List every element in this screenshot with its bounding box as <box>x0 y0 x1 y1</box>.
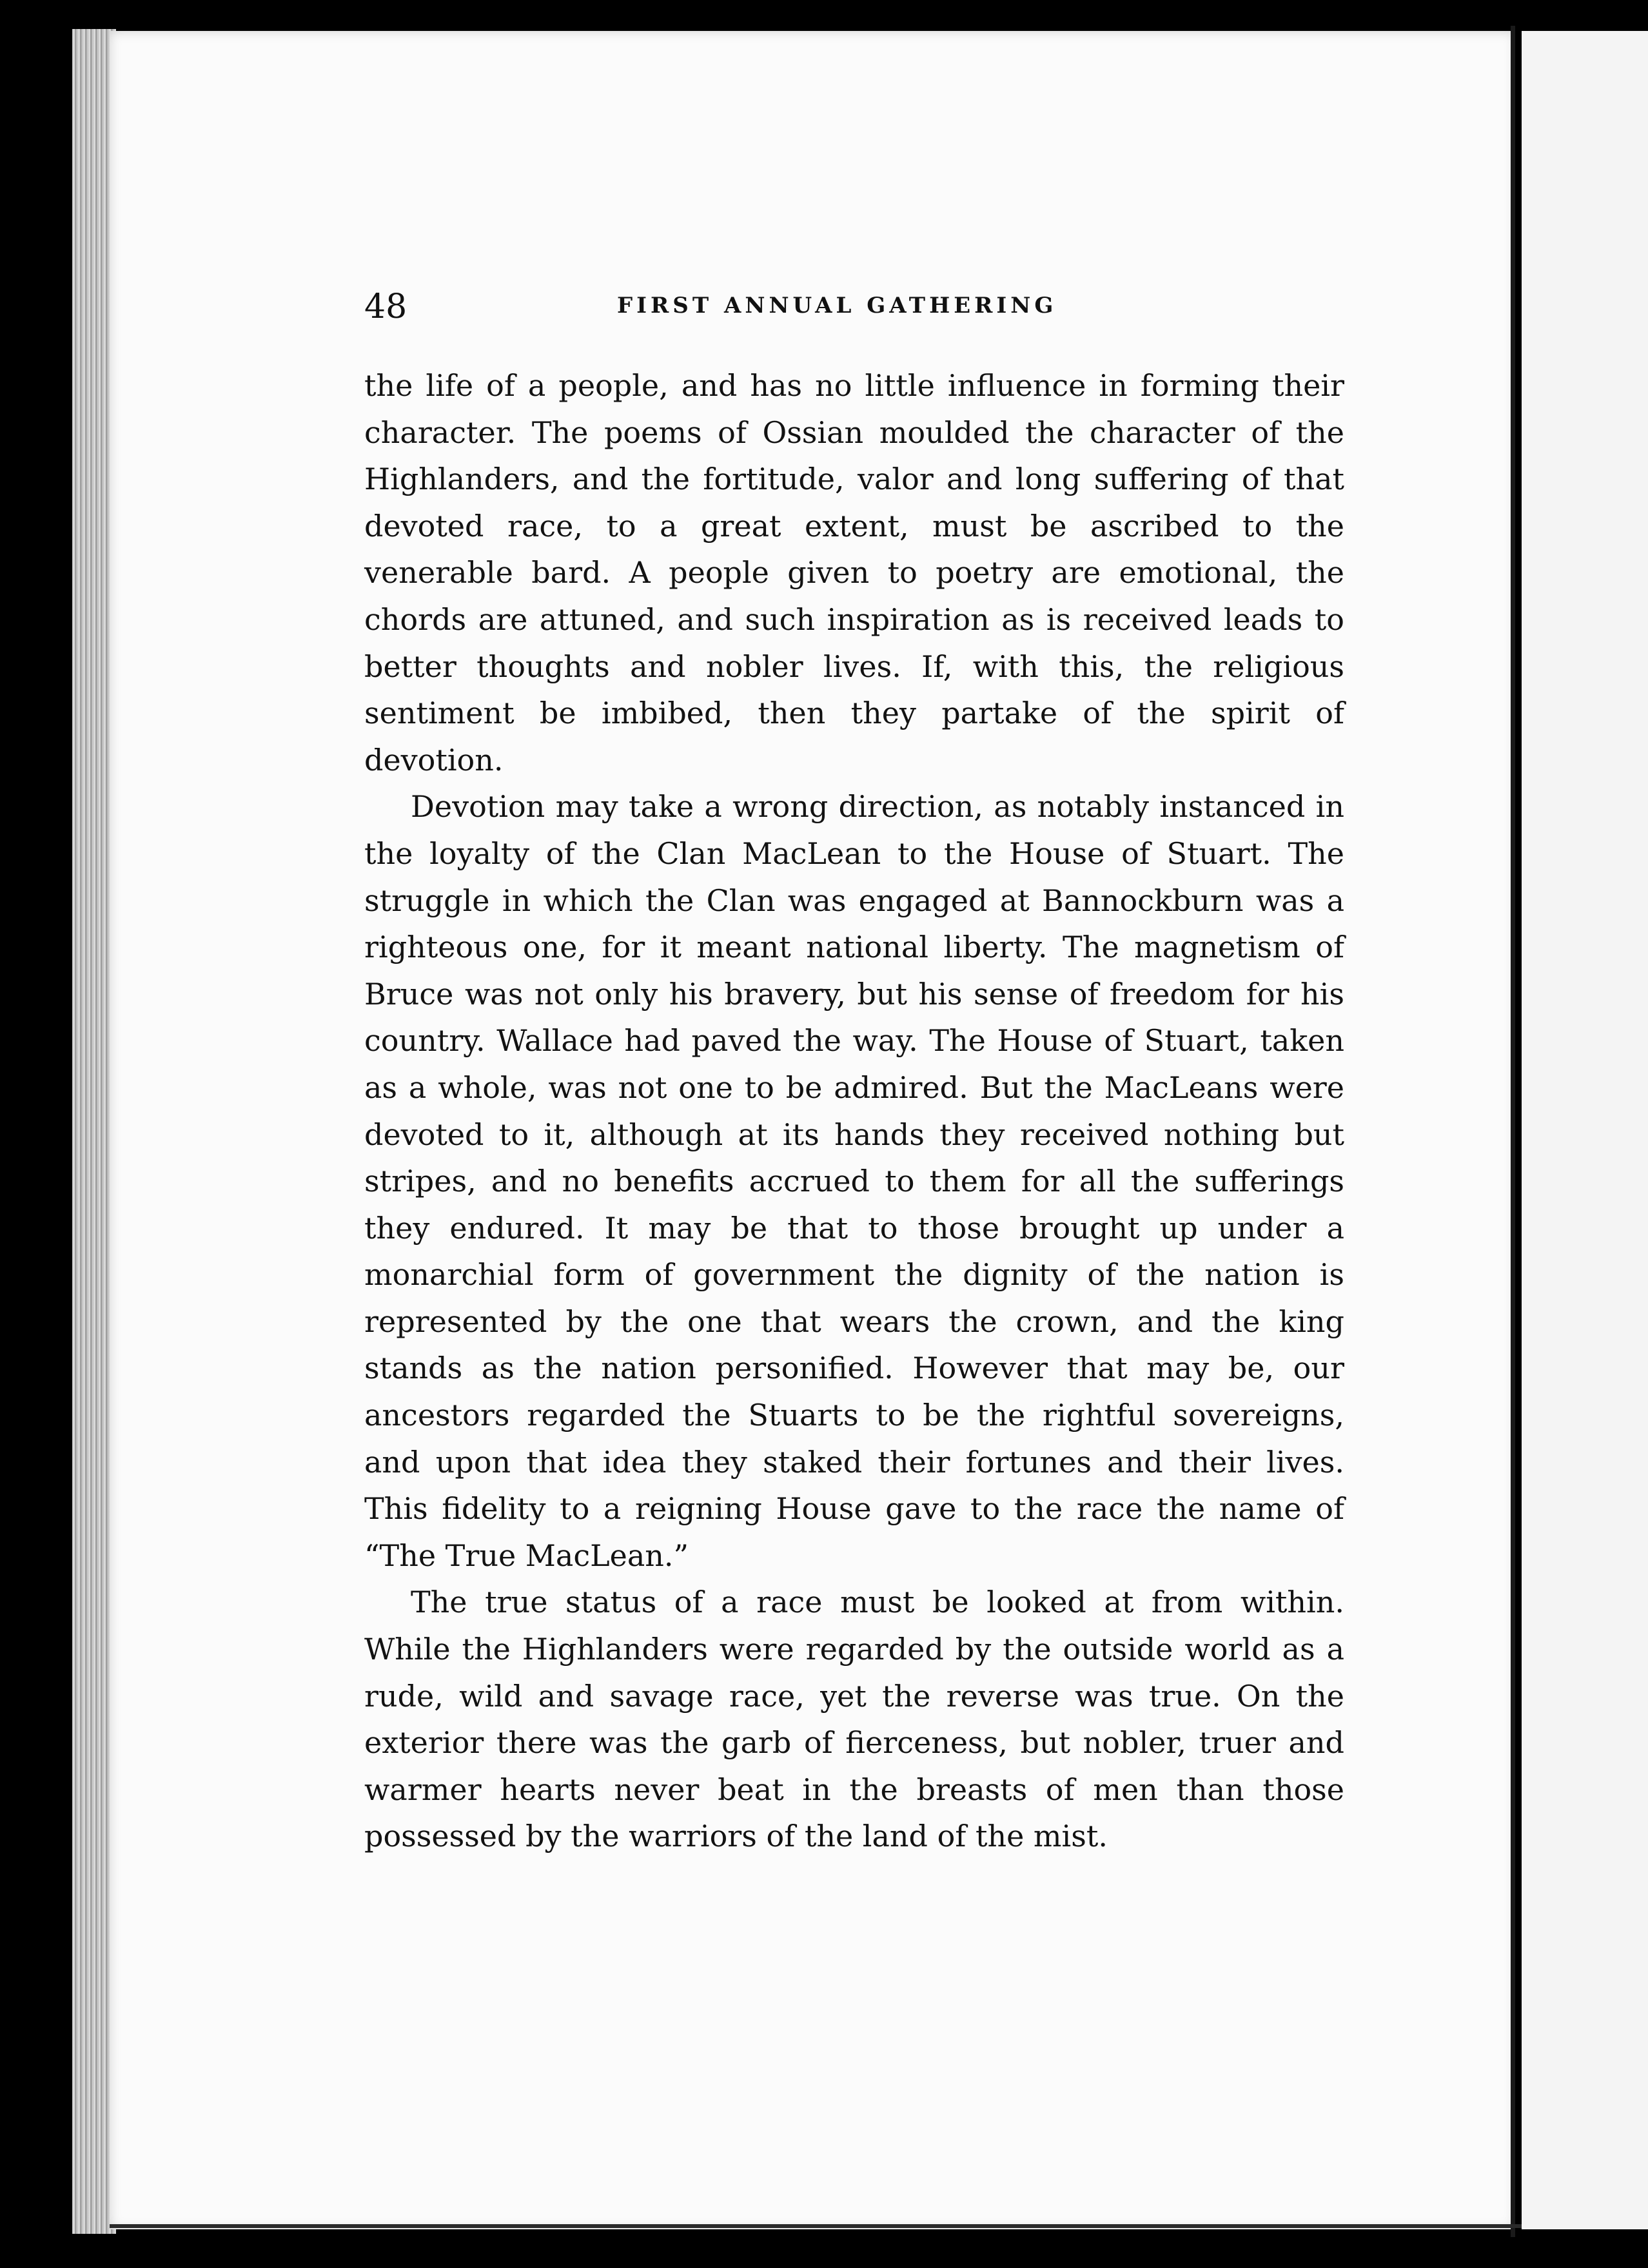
gutter-shadow-line <box>1511 26 1515 2237</box>
running-title: FIRST ANNUAL GATHERING <box>617 293 1057 318</box>
body-text <box>364 362 1344 1860</box>
page-bottom-edge <box>110 2224 1522 2228</box>
paragraph-1: the life of a people, and has no little influence in forming their character. The poems of Ossian moulded the character of the Highlanders, and the fortitude, valor and long suffering of that devoted race, to a great extent, must be ascribed to the venerable bard. A people given to poetry are emotional, the chords are attuned, and such inspiration as is received leads to better thoughts and nobler lives. If, with this, the religious sentiment be imbibed, then they partake of the spirit of devotion. <box>364 368 1344 777</box>
page-number: 48 <box>364 288 407 326</box>
paragraph-2: Devotion may take a wrong direction, as notably instanced in the loyalty of the Clan MacLean to the House of Stuart. The struggle in which the Clan was engaged at Bannockburn was a righteous one, for it meant national liberty. The magnetism of Bruce was not only his bravery, but his sense of freedom for his country. Wallace had paved the way. The House of Stuart, taken as a whole, was not one to be admired. But the MacLeans were devoted to it, although at its hands they received nothing but stripes, and no benefits accrued to them for all the sufferings they endured. It may be that to those brought up under a monarchial form of government the dignity of the nation is represented by the one that wears the crown, and the king stands as the nation personified. However that may be, our ancestors regarded the Stuarts to be the rightful sovereigns, and upon that idea they staked their fortunes and their lives. This fidelity to a reigning House gave to the race the name of “The True MacLean.” <box>364 789 1344 1573</box>
paragraph-3: The true status of a race must be looked at from within. While the Highlanders were regarded by the outside world as a rude, wild and savage race, yet the reverse was true. On the exterior there was the garb of fierceness, but nobler, truer and warmer hearts never beat in the breasts of men than those possessed by the warriors of the land of the mist. <box>364 1585 1344 1854</box>
running-header <box>364 284 1357 335</box>
facing-page-edge <box>1522 31 1648 2229</box>
